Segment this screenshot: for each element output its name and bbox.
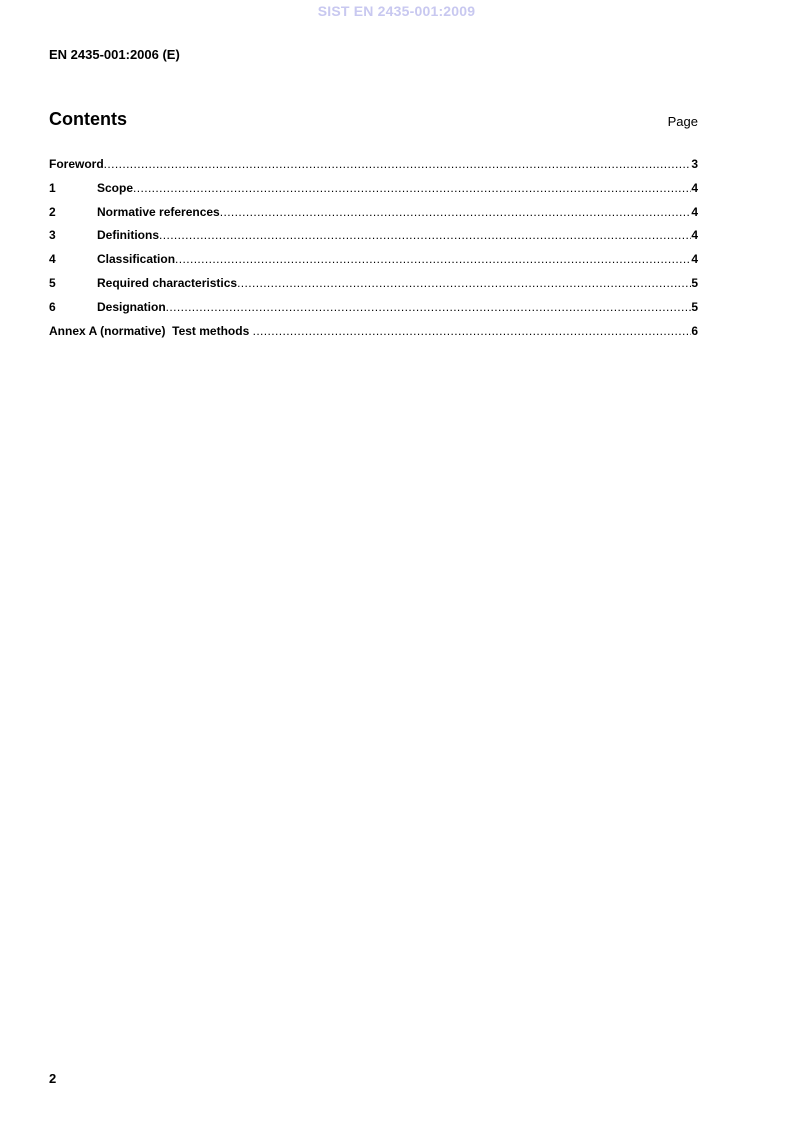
toc-leader-dots	[220, 205, 692, 219]
toc-entry-number: 5	[49, 275, 56, 290]
toc-entry-title: Foreword	[49, 157, 104, 171]
toc-entry-title: Normative references	[97, 204, 220, 219]
toc-leader-dots	[175, 252, 691, 266]
toc-leader-dots	[133, 181, 691, 195]
document-id: EN 2435-001:2006 (E)	[49, 47, 180, 62]
toc-entry-title: Scope	[97, 180, 134, 195]
toc-entry-foreword[interactable]	[49, 157, 698, 181]
toc-entry-title: Definitions	[97, 228, 159, 243]
toc-entry-page: 3	[691, 157, 698, 171]
toc-entry-page: 4	[691, 252, 698, 267]
toc-entry-number: 1	[49, 180, 56, 195]
toc-leader-dots	[253, 324, 692, 338]
toc-entry-number: 6	[49, 299, 56, 314]
toc-entry-title: Annex A (normative) Test methods	[49, 323, 253, 338]
toc-entry-number: 4	[49, 252, 56, 267]
toc-entry-page: 5	[691, 299, 698, 314]
toc-leader-dots	[166, 300, 692, 314]
toc-entry-page: 6	[691, 323, 698, 338]
toc-entry-title: Classification	[97, 252, 176, 267]
watermark: SIST EN 2435-001:2009	[317, 3, 476, 19]
toc-leader-dots	[237, 276, 691, 290]
toc-entry-page: 4	[691, 228, 698, 243]
toc-leader-dots	[104, 157, 692, 171]
page-column-label: Page	[667, 114, 698, 129]
toc-entry-page: 4	[691, 180, 698, 195]
toc-entry-annex-a[interactable]	[49, 324, 698, 348]
toc-entry-number: 3	[49, 228, 56, 243]
toc-entry-scope[interactable]	[49, 181, 698, 205]
toc-entry-page: 4	[691, 204, 698, 219]
toc-entry-title: Designation	[97, 299, 166, 314]
table-of-contents	[49, 157, 698, 347]
toc-entry-classification[interactable]	[49, 252, 698, 276]
page-number: 2	[49, 1071, 57, 1086]
toc-leader-dots	[159, 228, 691, 242]
toc-entry-required-characteristics[interactable]	[49, 276, 698, 300]
contents-heading: Contents	[49, 109, 127, 129]
toc-entry-title: Required characteristics	[97, 275, 238, 290]
toc-entry-designation[interactable]	[49, 300, 698, 324]
toc-entry-page: 5	[691, 275, 698, 290]
toc-entry-definitions[interactable]	[49, 228, 698, 252]
toc-entry-number: 2	[49, 204, 56, 219]
toc-entry-normative-references[interactable]	[49, 205, 698, 229]
